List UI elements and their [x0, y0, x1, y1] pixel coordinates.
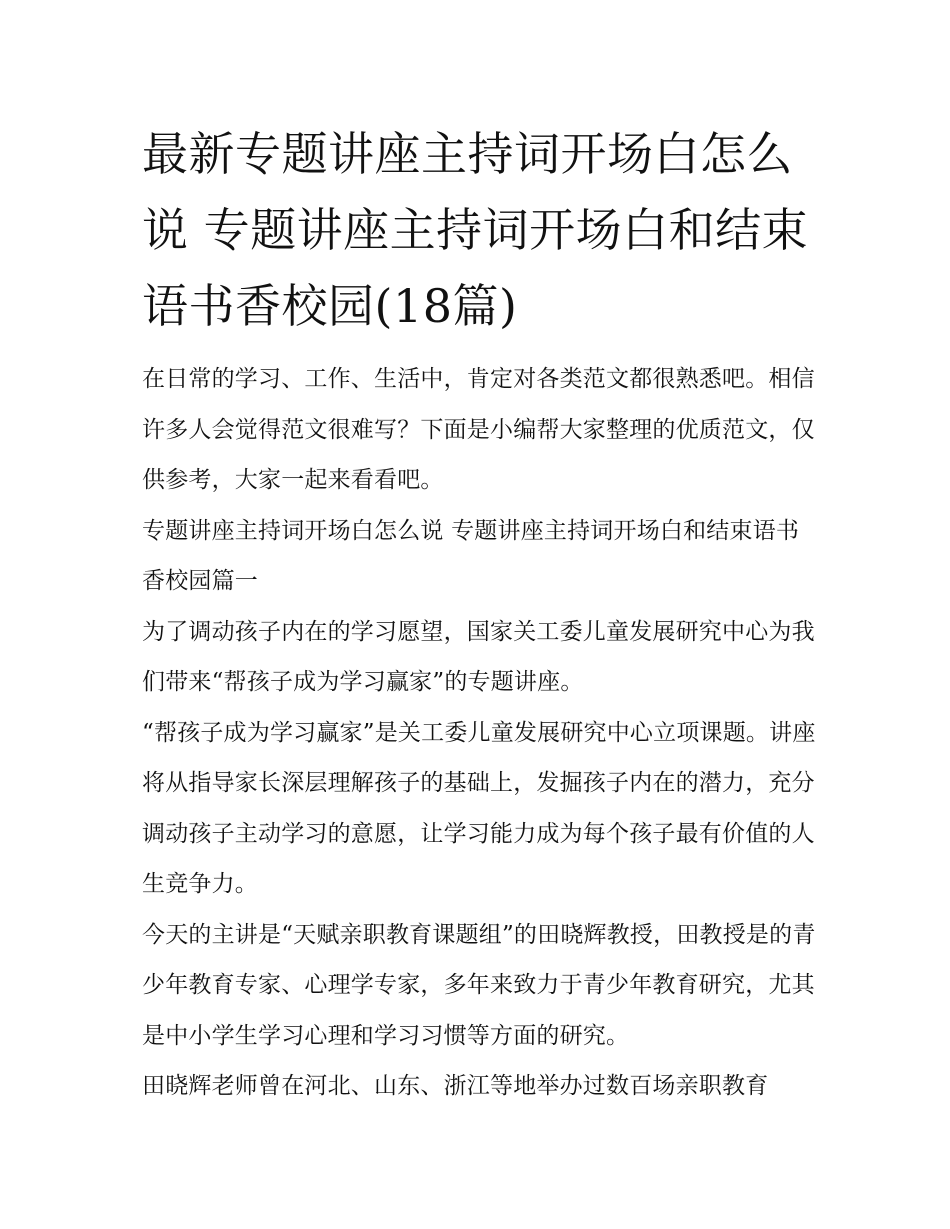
section-heading-paragraph: 专题讲座主持词开场白怎么说 专题讲座主持词开场白和结束语书香校园篇一 — [142, 517, 800, 594]
body-paragraph: 今天的主讲是“天赋亲职教育课题组”的田晓辉教授，田教授是的青少年教育专家、心理学专家，多年来致力于青少年教育研究，尤其是中小学生学习心理和学习习惯等方面的研究。 — [142, 921, 816, 1049]
body-paragraph: “帮孩子成为学习赢家”是关工委儿童发展研究中心立项课题。讲座将从指导家长深层理解孩子的基础上，发掘孩子内在的潜力，充分调动孩子主动学习的意愿，让学习能力成为每个孩子最有价值的人生竞争力。 — [142, 719, 816, 897]
document-body — [142, 116, 822, 1112]
body-paragraph: 田晓辉老师曾在河北、山东、浙江等地举办过数百场亲职教育 — [142, 1073, 769, 1099]
document-title: 最新专题讲座主持词开场白怎么说 专题讲座主持词开场白和结束语书香校园(18篇) — [142, 127, 809, 333]
intro-paragraph: 在日常的学习、工作、生活中，肯定对各类范文都很熟悉吧。相信许多人会觉得范文很难写？下面是小编帮大家整理的优质范文，仅供参考，大家一起来看看吧。 — [142, 366, 815, 493]
body-paragraph: 为了调动孩子内在的学习愿望，国家关工委儿童发展研究中心为我们带来“帮孩子成为学习赢家”的专题讲座。 — [142, 618, 815, 695]
